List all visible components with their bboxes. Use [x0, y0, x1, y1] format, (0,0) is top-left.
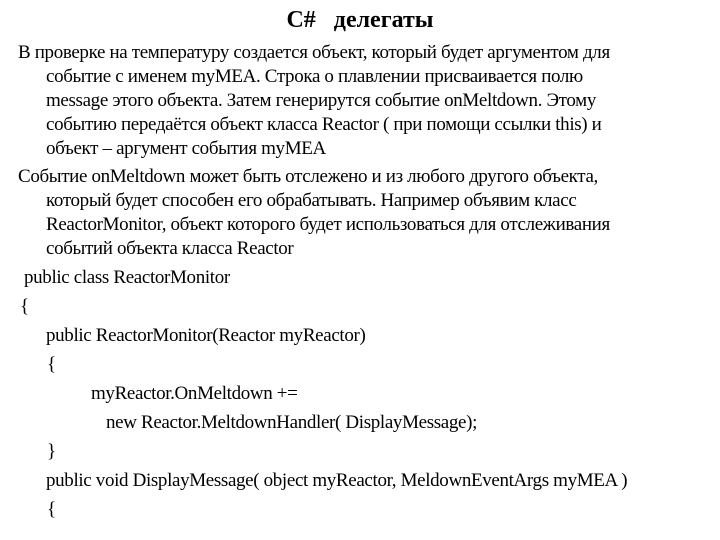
- text-line: событию передаётся объект класса Reactor ( при помощи ссылки this) и: [46, 114, 602, 135]
- text-line: который будет способен его обрабатывать. Например объявим класс: [46, 190, 577, 211]
- code-line: public class ReactorMonitor: [24, 267, 230, 288]
- code-line: public ReactorMonitor(Reactor myReactor): [46, 325, 366, 346]
- text-line: Событие onMeltdown может быть отслежено и из любого другого объекта,: [18, 166, 598, 187]
- text-line: В проверке на температуру создается объект, который будет аргументом для: [18, 42, 610, 63]
- code-line: {: [47, 499, 56, 520]
- text-line: объект – аргумент события myMEA: [46, 138, 326, 159]
- slide-title: C# делегаты: [286, 7, 434, 33]
- text-line: событий объекта класса Reactor: [46, 238, 294, 259]
- code-line: }: [47, 441, 56, 462]
- code-line: myReactor.OnMeltdown +=: [91, 383, 298, 404]
- code-line: public void DisplayMessage( object myReactor, MeldownEventArgs myMEA ): [46, 470, 628, 491]
- text-line: message этого объекта. Затем генерирутся событие onMeltdown. Этому: [46, 90, 596, 111]
- text-line: событие с именем myMEA. Строка о плавлении присваивается полю: [46, 66, 583, 87]
- code-line: {: [20, 296, 29, 317]
- text-line: ReactorMonitor, объект которого будет использоваться для отслеживания: [46, 214, 610, 235]
- code-line: new Reactor.MeltdownHandler( DisplayMessage);: [106, 412, 478, 433]
- code-line: {: [47, 354, 56, 375]
